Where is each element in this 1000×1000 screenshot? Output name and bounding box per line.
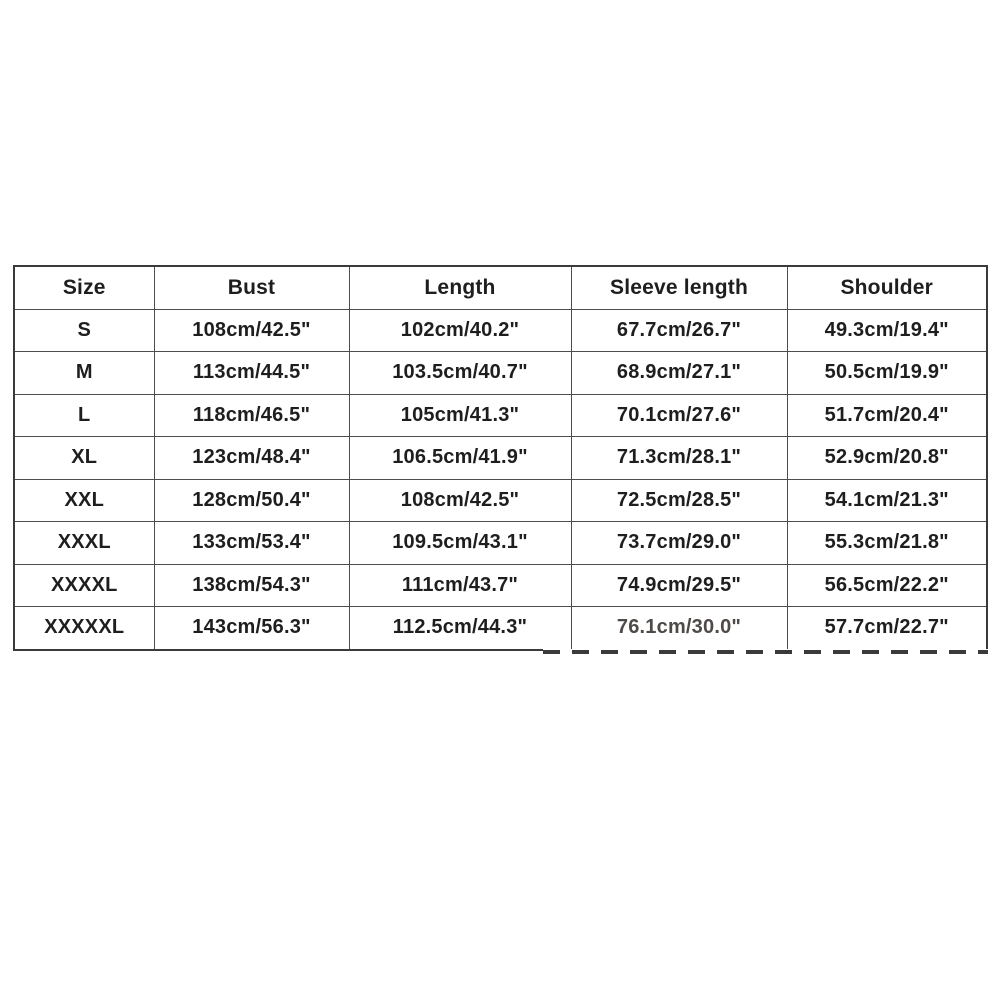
measurement-cell: 57.7cm/22.7"	[787, 607, 987, 650]
measurement-cell: 123cm/48.4"	[154, 437, 349, 480]
size-cell: XXXL	[14, 522, 154, 565]
table-row	[14, 522, 987, 565]
measurement-cell: 103.5cm/40.7"	[349, 352, 571, 395]
measurement-cell: 51.7cm/20.4"	[787, 394, 987, 437]
measurement-cell: 74.9cm/29.5"	[571, 564, 787, 607]
table-row	[14, 564, 987, 607]
measurement-cell: 71.3cm/28.1"	[571, 437, 787, 480]
measurement-cell: 109.5cm/43.1"	[349, 522, 571, 565]
measurement-cell: 111cm/43.7"	[349, 564, 571, 607]
measurement-cell: 56.5cm/22.2"	[787, 564, 987, 607]
measurement-cell: 55.3cm/21.8"	[787, 522, 987, 565]
size-cell: XXL	[14, 479, 154, 522]
measurement-cell: 49.3cm/19.4"	[787, 309, 987, 352]
table-row	[14, 437, 987, 480]
measurement-cell: 133cm/53.4"	[154, 522, 349, 565]
measurement-cell: 73.7cm/29.0"	[571, 522, 787, 565]
size-cell: M	[14, 352, 154, 395]
measurement-cell: 105cm/41.3"	[349, 394, 571, 437]
size-chart-body	[14, 309, 987, 650]
table-row	[14, 309, 987, 352]
measurement-cell: 113cm/44.5"	[154, 352, 349, 395]
column-header: Length	[349, 266, 571, 309]
measurement-cell: 76.1cm/30.0"	[571, 607, 787, 650]
column-header: Sleeve length	[571, 266, 787, 309]
column-header: Size	[14, 266, 154, 309]
size-chart-header	[14, 266, 987, 309]
size-cell: L	[14, 394, 154, 437]
column-header: Shoulder	[787, 266, 987, 309]
measurement-cell: 138cm/54.3"	[154, 564, 349, 607]
measurement-cell: 52.9cm/20.8"	[787, 437, 987, 480]
size-cell: XL	[14, 437, 154, 480]
header-row	[14, 266, 987, 309]
measurement-cell: 112.5cm/44.3"	[349, 607, 571, 650]
measurement-cell: 70.1cm/27.6"	[571, 394, 787, 437]
measurement-cell: 102cm/40.2"	[349, 309, 571, 352]
table-bottom-dashed-border	[543, 649, 988, 654]
size-chart-container	[13, 265, 986, 651]
measurement-cell: 128cm/50.4"	[154, 479, 349, 522]
measurement-cell: 67.7cm/26.7"	[571, 309, 787, 352]
measurement-cell: 54.1cm/21.3"	[787, 479, 987, 522]
table-row	[14, 394, 987, 437]
measurement-cell: 143cm/56.3"	[154, 607, 349, 650]
column-header: Bust	[154, 266, 349, 309]
measurement-cell: 118cm/46.5"	[154, 394, 349, 437]
measurement-cell: 50.5cm/19.9"	[787, 352, 987, 395]
measurement-cell: 72.5cm/28.5"	[571, 479, 787, 522]
size-cell: XXXXL	[14, 564, 154, 607]
size-cell: S	[14, 309, 154, 352]
measurement-cell: 106.5cm/41.9"	[349, 437, 571, 480]
size-cell: XXXXXL	[14, 607, 154, 650]
measurement-cell: 108cm/42.5"	[154, 309, 349, 352]
measurement-cell: 68.9cm/27.1"	[571, 352, 787, 395]
table-row	[14, 479, 987, 522]
size-chart-table	[13, 265, 988, 651]
table-row	[14, 607, 987, 650]
table-row	[14, 352, 987, 395]
measurement-cell: 108cm/42.5"	[349, 479, 571, 522]
